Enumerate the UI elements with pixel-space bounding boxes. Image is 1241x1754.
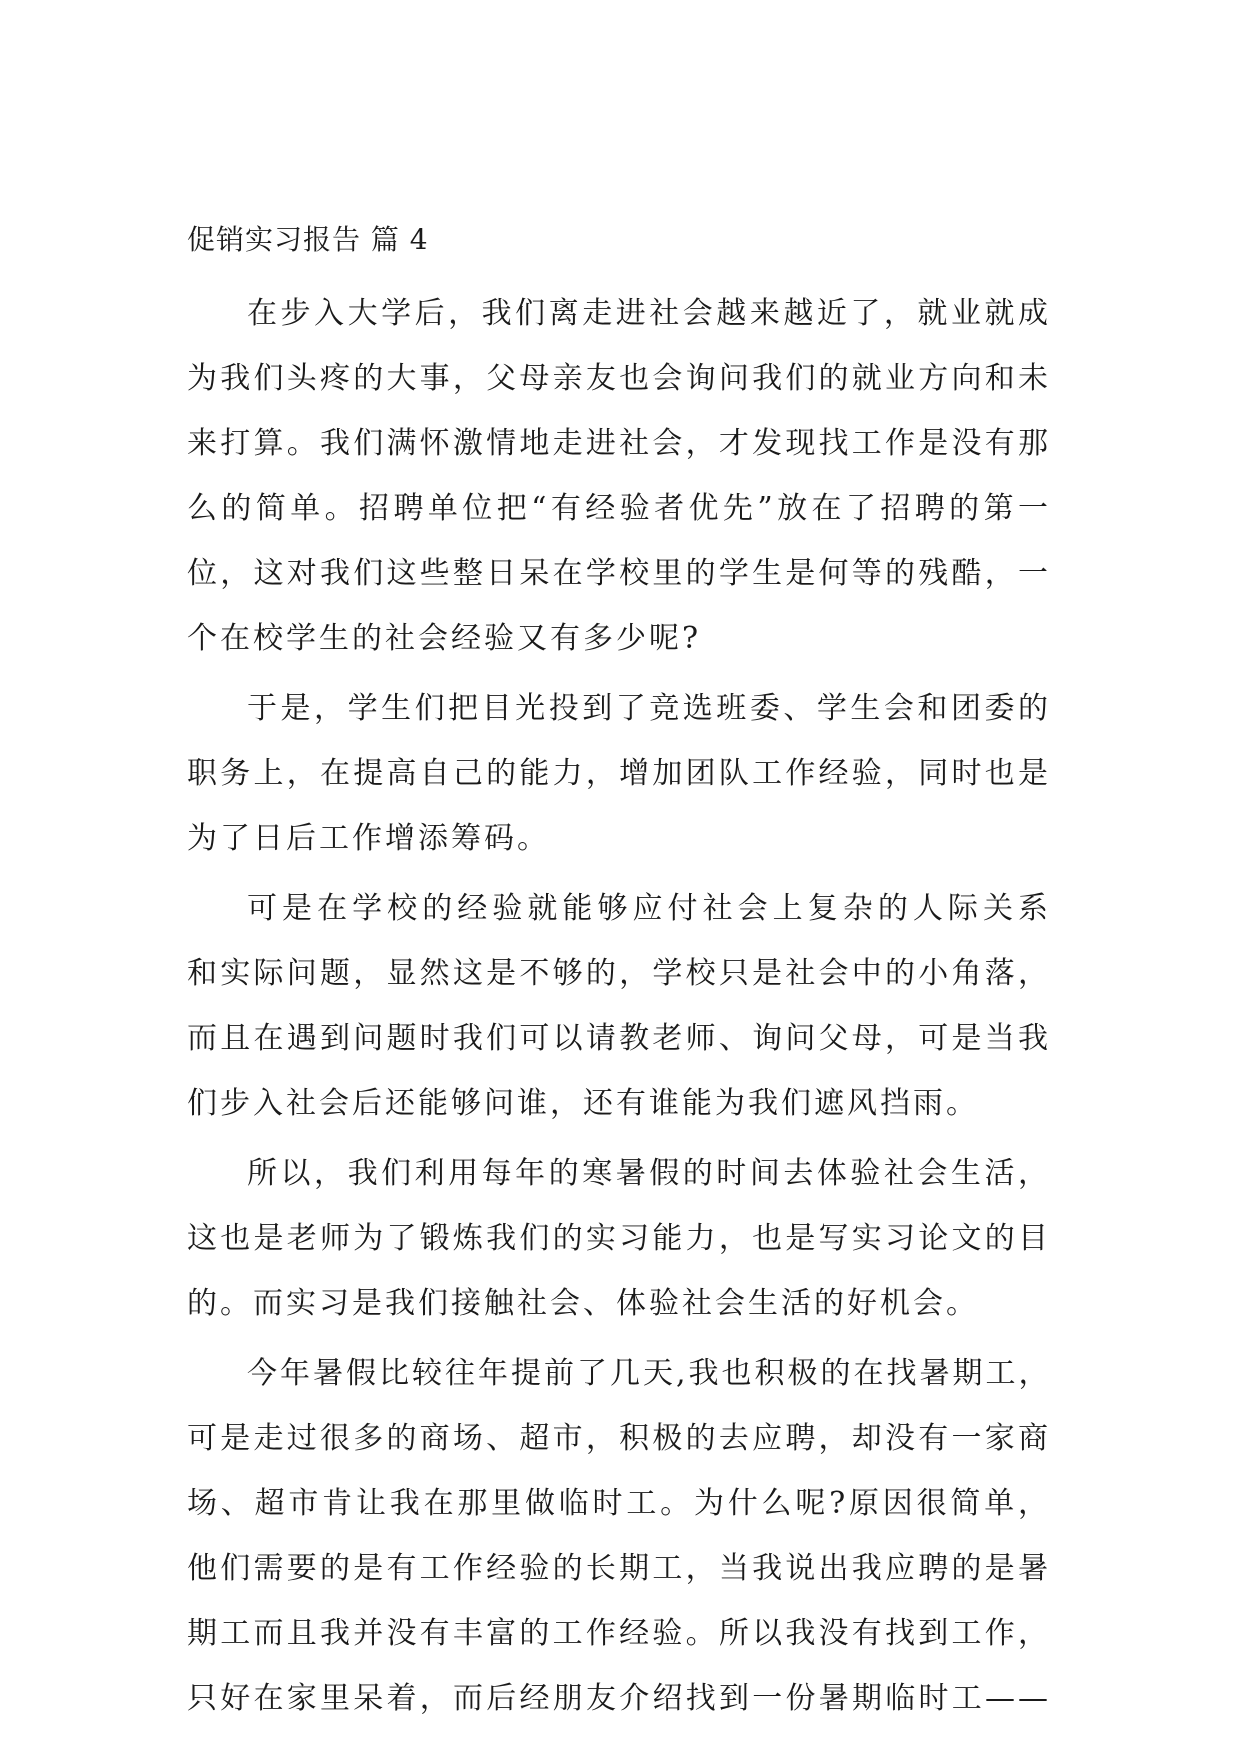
- text-line: 今年暑假比较往年提前了几天,我也积极的在找暑期工，: [247, 1356, 1052, 1391]
- paragraph-4: [187, 1141, 1051, 1336]
- paragraph-3: [187, 876, 1051, 1136]
- text-line: 在步入大学后，我们离走进社会越来越近了，就业就成: [247, 296, 1051, 331]
- text-line: 于是，学生们把目光投到了竞选班委、学生会和团委的: [247, 691, 1051, 726]
- text-line: 这也是老师为了锻炼我们的实习能力，也是写实习论文的目: [187, 1221, 1051, 1256]
- text-line: 只好在家里呆着，而后经朋友介绍找到一份暑期临时工——: [187, 1681, 1051, 1716]
- text-line: 所以，我们利用每年的寒暑假的时间去体验社会生活，: [247, 1156, 1051, 1191]
- text-line: 和实际问题，显然这是不够的，学校只是社会中的小角落，: [187, 956, 1051, 991]
- text-line: 么的简单。招聘单位把“有经验者优先”放在了招聘的第一: [187, 491, 1051, 526]
- paragraph-5: [187, 1341, 1051, 1731]
- text-line: 位，这对我们这些整日呆在学校里的学生是何等的残酷，一: [187, 556, 1051, 591]
- text-line: 为了日后工作增添筹码。: [187, 821, 550, 856]
- text-line: 个在校学生的社会经验又有多少呢?: [187, 621, 702, 656]
- document-body: [187, 222, 1051, 1731]
- paragraph-1: [187, 281, 1051, 671]
- document-title: 促销实习报告 篇 4: [187, 223, 429, 256]
- text-line: 来打算。我们满怀激情地走进社会，才发现找工作是没有那: [187, 426, 1051, 461]
- text-line: 可是在学校的经验就能够应付社会上复杂的人际关系: [247, 891, 1051, 926]
- text-line: 为我们头疼的大事，父母亲友也会询问我们的就业方向和未: [187, 361, 1051, 396]
- text-line: 他们需要的是有工作经验的长期工，当我说出我应聘的是暑: [187, 1551, 1051, 1586]
- text-line: 而且在遇到问题时我们可以请教老师、询问父母，可是当我: [187, 1021, 1051, 1056]
- text-line: 期工而且我并没有丰富的工作经验。所以我没有找到工作，: [187, 1616, 1051, 1651]
- text-line: 场、超市肯让我在那里做临时工。为什么呢?原因很简单，: [187, 1486, 1051, 1521]
- text-line: 的。而实习是我们接触社会、体验社会生活的好机会。: [187, 1286, 979, 1321]
- text-line: 可是走过很多的商场、超市，积极的去应聘，却没有一家商: [187, 1421, 1051, 1456]
- text-line: 职务上，在提高自己的能力，增加团队工作经验，同时也是: [187, 756, 1051, 791]
- paragraph-2: [187, 676, 1051, 871]
- text-line: 们步入社会后还能够问谁，还有谁能为我们遮风挡雨。: [187, 1086, 979, 1121]
